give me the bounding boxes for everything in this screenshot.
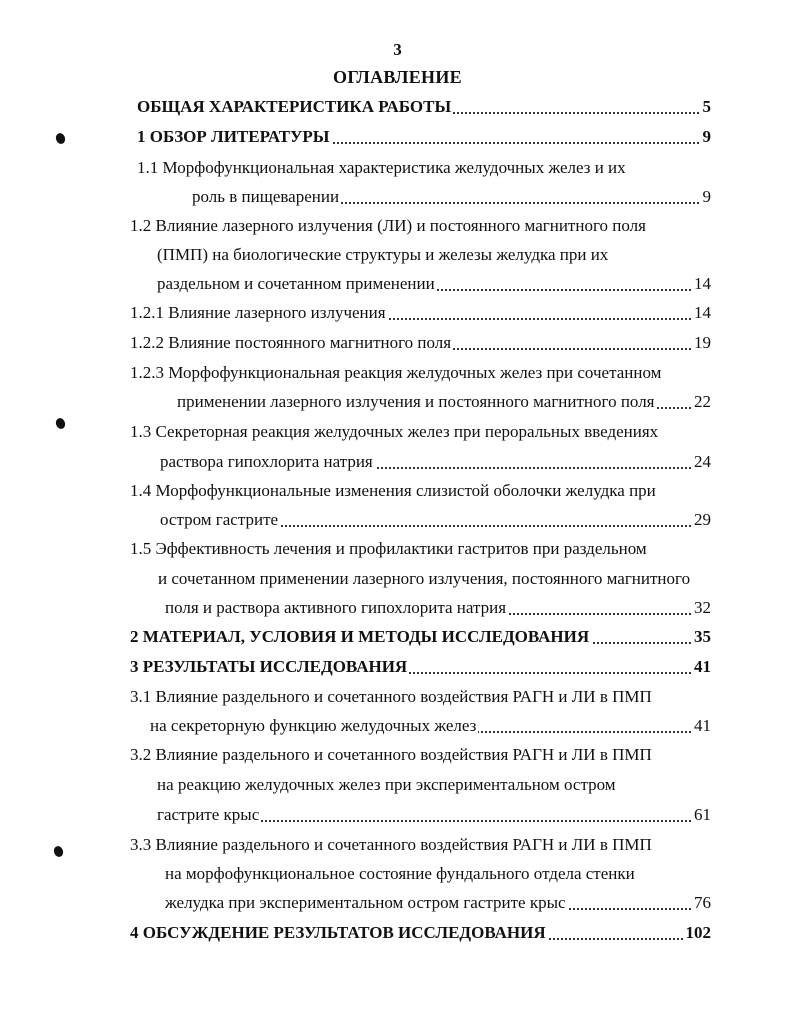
toc-entry-page: 76 — [694, 893, 711, 912]
toc-entry-text: 3.3 Влияние раздельного и сочетанного воздействия РАГН и ЛИ в ПМП — [130, 835, 652, 854]
toc-entry-1 — [137, 126, 711, 148]
toc-entry-page: 5 — [702, 97, 711, 116]
toc-entry-text: (ПМП) на биологические структуры и железы желудка при их — [157, 245, 609, 264]
toc-entry-1-4-line-2 — [160, 509, 711, 531]
toc-entry-text: на реакцию желудочных желез при экспериментальном остром — [157, 775, 616, 794]
toc-entry-page: 32 — [694, 598, 711, 617]
toc-entry-text: 1.2.2 Влияние постоянного магнитного поля — [130, 333, 452, 352]
toc-entry-3-1-line-2 — [150, 715, 711, 737]
toc-entry-page: 14 — [694, 274, 711, 293]
toc-entry-text: и сочетанном применении лазерного излучения, постоянного магнитного — [158, 569, 691, 588]
binder-hole-mark — [54, 417, 66, 430]
toc-entry-text: остром гастрите — [160, 510, 279, 529]
toc-entry-page: 61 — [694, 805, 711, 824]
toc-entry-page: 35 — [694, 627, 711, 646]
toc-entry-3-2-line-1 — [130, 744, 711, 766]
toc-entry-2 — [130, 626, 711, 648]
toc-entry-3-3-line-3 — [165, 892, 711, 914]
toc-entry-3-2-line-3 — [157, 804, 711, 826]
toc-entry-text: на секреторную функцию желудочных желез — [150, 716, 477, 735]
toc-entry-page: 22 — [694, 392, 711, 411]
toc-entry-page: 19 — [694, 333, 711, 352]
toc-entry-3-3-line-1 — [130, 834, 711, 856]
toc-entry-1-2-1 — [130, 302, 711, 324]
toc-entry-text: гастрите крыс — [157, 805, 260, 824]
toc-entry-text: на морфофункциональное состояние фундального отдела стенки — [165, 864, 635, 883]
toc-entry-4 — [130, 922, 711, 944]
toc-entry-text: ОБЩАЯ ХАРАКТЕРИСТИКА РАБОТЫ — [137, 97, 452, 116]
toc-entry-page: 41 — [694, 657, 711, 676]
toc-entry-1-1-line-1 — [137, 157, 711, 179]
toc-entry-general — [137, 96, 711, 118]
toc-entry-1-5-line-2 — [158, 568, 715, 590]
toc-entry-text: применении лазерного излучения и постоянного магнитного поля — [177, 392, 655, 411]
toc-entry-text: 1.2.3 Морфофункциональная реакция желудочных желез при сочетанном — [130, 363, 662, 382]
toc-entry-text: 3.2 Влияние раздельного и сочетанного воздействия РАГН и ЛИ в ПМП — [130, 745, 652, 764]
toc-entry-1-3-line-2 — [160, 451, 711, 473]
toc-entry-text: 1.3 Секреторная реакция желудочных желез при пероральных введениях — [130, 422, 659, 441]
toc-entry-1-2-line-1 — [130, 215, 711, 237]
toc-entry-3-1-line-1 — [130, 686, 711, 708]
toc-entry-1-2-3-line-2 — [177, 391, 711, 413]
toc-entry-text: 1.2 Влияние лазерного излучения (ЛИ) и постоянного магнитного поля — [130, 216, 646, 235]
toc-entry-page: 41 — [694, 716, 711, 735]
toc-entry-3-2-line-2 — [157, 774, 711, 796]
toc-entry-text: 3 РЕЗУЛЬТАТЫ ИССЛЕДОВАНИЯ — [130, 657, 408, 676]
toc-entry-1-4-line-1 — [130, 480, 711, 502]
toc-entry-text: 3.1 Влияние раздельного и сочетанного воздействия РАГН и ЛИ в ПМП — [130, 687, 652, 706]
toc-entry-1-2-line-2 — [157, 244, 711, 266]
binder-hole-mark — [52, 845, 64, 858]
toc-entry-page: 14 — [694, 303, 711, 322]
toc-entry-1-5-line-3 — [165, 597, 711, 619]
toc-entry-text: роль в пищеварении — [192, 187, 340, 206]
toc-entry-text: 2 МАТЕРИАЛ, УСЛОВИЯ И МЕТОДЫ ИССЛЕДОВАНИЯ — [130, 627, 590, 646]
toc-entry-text: 1 ОБЗОР ЛИТЕРАТУРЫ — [137, 127, 330, 146]
toc-title: ОГЛАВЛЕНИЕ — [333, 67, 462, 87]
toc-entry-page: 9 — [702, 187, 711, 206]
toc-entry-1-2-line-3 — [157, 273, 711, 295]
toc-entry-text: раствора гипохлорита натрия — [160, 452, 373, 471]
toc-entry-text: 1.2.1 Влияние лазерного излучения — [130, 303, 386, 322]
toc-entry-1-2-3-line-1 — [130, 362, 711, 384]
toc-entry-text: поля и раствора активного гипохлорита натрия — [165, 598, 507, 617]
toc-entry-text: 1.4 Морфофункциональные изменения слизистой оболочки желудка при — [130, 481, 656, 500]
binder-hole-mark — [54, 132, 66, 145]
toc-entry-3-3-line-2 — [165, 863, 711, 885]
toc-entry-page: 9 — [702, 127, 711, 146]
toc-entry-1-1-line-2 — [192, 186, 711, 208]
page-number: 3 — [393, 40, 402, 59]
toc-entry-text: 1.1 Морфофункциональная характеристика желудочных желез и их — [137, 158, 626, 177]
toc-entry-3 — [130, 656, 711, 678]
toc-entry-text: желудка при экспериментальном остром гастрите крыс — [165, 893, 566, 912]
toc-entry-1-5-line-1 — [130, 538, 711, 560]
toc-entry-text: 1.5 Эффективность лечения и профилактики гастритов при раздельном — [130, 539, 647, 558]
toc-entry-page: 102 — [685, 923, 711, 942]
toc-entry-page: 29 — [694, 510, 711, 529]
toc-entry-page: 24 — [694, 452, 711, 471]
toc-entry-1-3-line-1 — [130, 421, 711, 443]
toc-entry-text: 4 ОБСУЖДЕНИЕ РЕЗУЛЬТАТОВ ИССЛЕДОВАНИЯ — [130, 923, 546, 942]
toc-entry-1-2-2 — [130, 332, 711, 354]
toc-entry-text: раздельном и сочетанном применении — [157, 274, 435, 293]
